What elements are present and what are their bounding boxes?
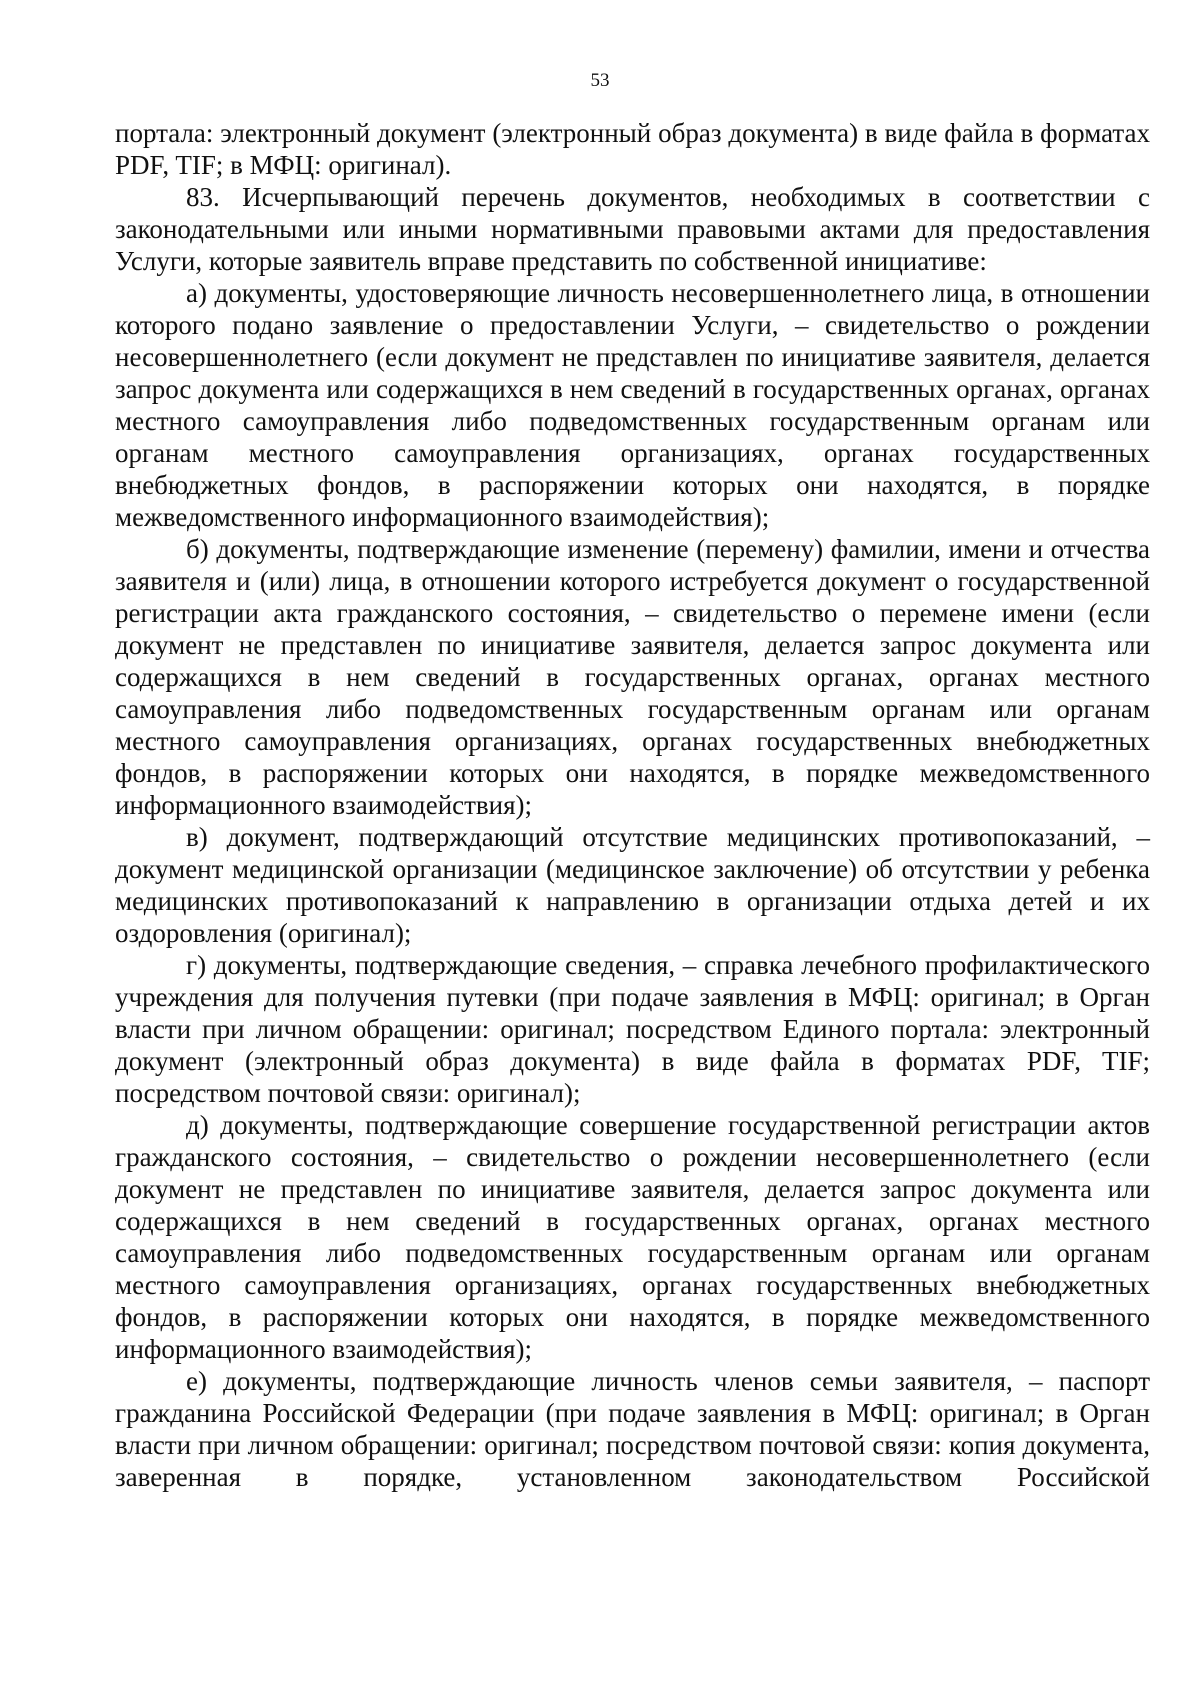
page-number: 53 bbox=[590, 70, 610, 91]
document-body bbox=[115, 117, 1150, 1493]
paragraph-item-g: г) документы, подтверждающие сведения, – справка лечебного профилактического учреждения для получения путевки (при подаче заявления в МФЦ: оригинал; в Орган власти при личном обращении: оригинал; посредством Единого портала: электронный документ (электронный образ документа) в виде файла в форматах PDF, TIF; посредством почтовой связи: оригинал); bbox=[115, 950, 1150, 1108]
paragraph-item-a: а) документы, удостоверяющие личность несовершеннолетнего лица, в отношении которого подано заявление о предоставлении Услуги, – свидетельство о рождении несовершеннолетнего (если документ не представлен по инициативе заявителя, делается запрос документа или содержащихся в нем сведений в государственных органах, органах местного самоуправления либо подведомственных государственным органам или органам местного самоуправления организациях, органах государственных внебюджетных фондов, в распоряжении которых они находятся, в порядке межведомственного информационного взаимодействия); bbox=[115, 278, 1150, 532]
paragraph-item-e: е) документы, подтверждающие личность членов семьи заявителя, – паспорт гражданина Российской Федерации (при подаче заявления в МФЦ: оригинал; в Орган власти при личном обращении: оригинал; посредством почтовой связи: копия документа, заверенная в порядке, установленном законодательством Российской bbox=[115, 1366, 1150, 1492]
paragraph-item-b: б) документы, подтверждающие изменение (перемену) фамилии, имени и отчества заявителя и (или) лица, в отношении которого истребуется документ о государственной регистрации акта гражданского состояния, – свидетельство о перемене имени (если документ не представлен по инициативе заявителя, делается запрос документа или содержащихся в нем сведений в государственных органах, органах местного самоуправления либо подведомственных государственным органам или органам местного самоуправления организациях, органах государственных внебюджетных фондов, в распоряжении которых они находятся, в порядке межведомственного информационного взаимодействия); bbox=[115, 534, 1150, 820]
paragraph-portal-formats: портала: электронный документ (электронный образ документа) в виде файла в форматах PDF, TIF; в МФЦ: оригинал). bbox=[115, 118, 1150, 180]
paragraph-83-optional-documents: 83. Исчерпывающий перечень документов, необходимых в соответствии с законодательными или иными нормативными правовыми актами для предоставления Услуги, которые заявитель вправе представить по собственной инициативе: bbox=[115, 182, 1150, 276]
paragraph-item-v: в) документ, подтверждающий отсутствие медицинских противопоказаний, – документ медицинской организации (медицинское заключение) об отсутствии у ребенка медицинских противопоказаний к направлению в организации отдыха детей и их оздоровления (оригинал); bbox=[115, 822, 1150, 948]
paragraph-item-d: д) документы, подтверждающие совершение государственной регистрации актов гражданского состояния, – свидетельство о рождении несовершеннолетнего (если документ не представлен по инициативе заявителя, делается запрос документа или содержащихся в нем сведений в государственных органах, органах местного самоуправления либо подведомственных государственным органам или органам местного самоуправления организациях, органах государственных внебюджетных фондов, в распоряжении которых они находятся, в порядке межведомственного информационного взаимодействия); bbox=[115, 1110, 1150, 1364]
